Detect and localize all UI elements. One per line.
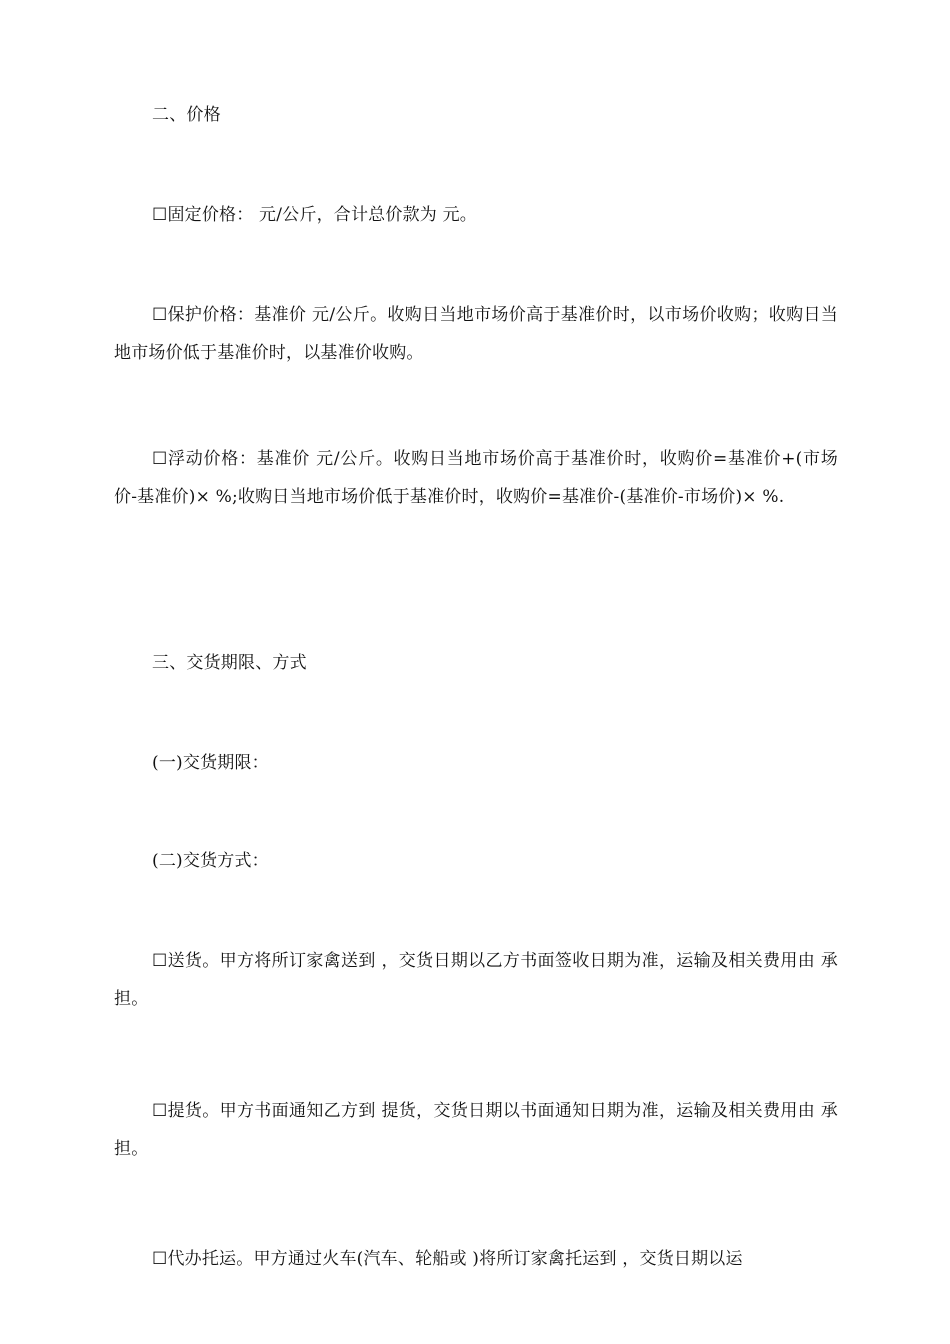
delivery-method-paragraph: (二)交货方式： xyxy=(152,851,269,871)
delivery-send-paragraph: ☐送货。甲方将所订家禽送到 ，交货日期以乙方书面签收日期为准，运输及相关费用由 承担。 xyxy=(114,951,838,1009)
fixed-price-paragraph: ☐固定价格： 元/公斤，合计总价款为 元。 xyxy=(152,205,477,225)
delivery-pickup-paragraph: ☐提货。甲方书面通知乙方到 提货，交货日期以书面通知日期为准，运输及相关费用由 承担。 xyxy=(114,1101,838,1159)
delivery-agent-paragraph: ☐代办托运。甲方通过火车(汽车、轮船或 )将所订家禽托运到 ，交货日期以运 xyxy=(152,1249,743,1269)
section-heading-price: 二、价格 xyxy=(152,105,221,125)
section-heading-delivery: 三、交货期限、方式 xyxy=(152,653,307,673)
delivery-term-paragraph: (一)交货期限： xyxy=(152,753,269,773)
floating-price-paragraph: ☐浮动价格：基准价 元/公斤。收购日当地市场价高于基准价时，收购价=基准价+(市场价-基准价)× %;收购日当地市场价低于基准价时，收购价=基准价-(基准价-市场价)× %. xyxy=(114,449,838,507)
protected-price-paragraph: ☐保护价格：基准价 元/公斤。收购日当地市场价高于基准价时，以市场价收购；收购日当地市场价低于基准价时，以基准价收购。 xyxy=(114,305,838,363)
